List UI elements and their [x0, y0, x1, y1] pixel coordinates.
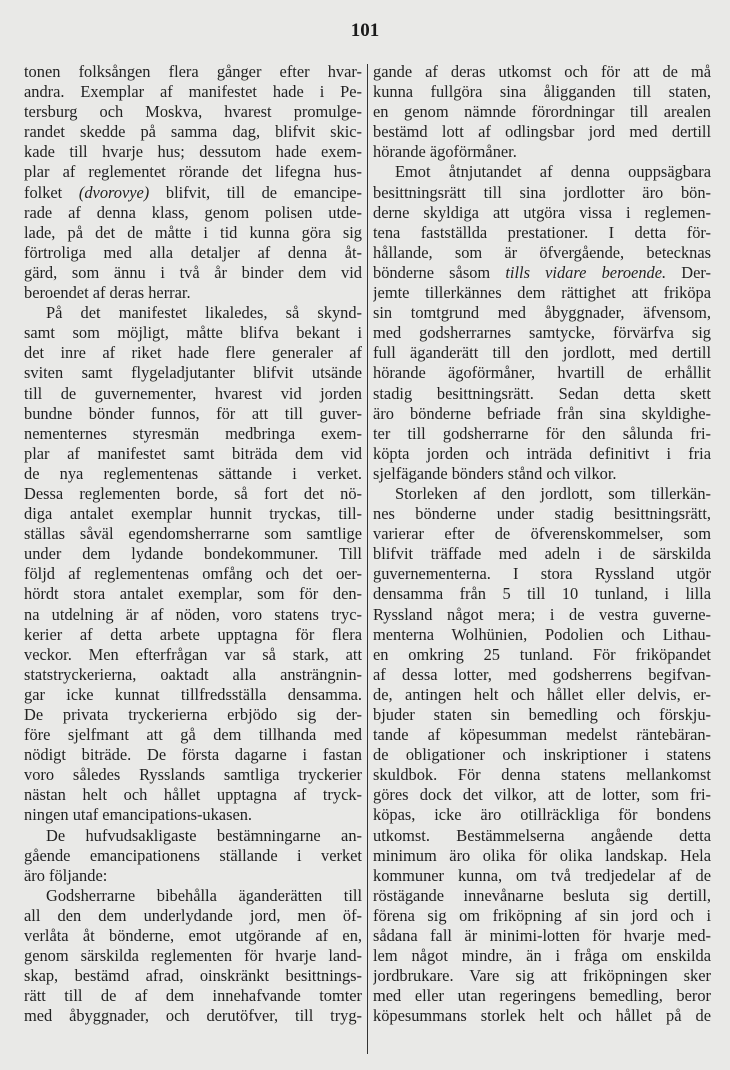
text-line: med eller utan regeringens bemedling, beror	[373, 986, 711, 1006]
text-segment: bönderne såsom	[373, 262, 506, 282]
text-line	[373, 263, 711, 283]
text-segment: blifvit, till de emancipe-	[149, 182, 362, 202]
text-line: hörande ägoförmåner, hvartill de erhållit	[373, 363, 711, 383]
text-line: göres dock det vilkor, att de lotter, som fri-	[373, 785, 711, 805]
text-segment: folket	[24, 182, 79, 202]
text-line: rätt till de af dem innehafvande tomter	[24, 986, 362, 1006]
text-line: sjelfägande bönders stånd och vilkor.	[373, 463, 617, 483]
text-line: beroendet af deras herrar.	[24, 283, 191, 303]
text-line: bestämd lott af odlingsbar jord med dertill	[373, 122, 711, 142]
text-line: besittningsrätt till sina jordlotter äro bön-	[373, 182, 711, 202]
text-line: genom särskilda reglementen för hvarje land-	[24, 946, 362, 966]
text-line: före sjelfmant att gå dem tillhanda med	[24, 725, 362, 745]
text-line: Godsherrarne bibehålla äganderätten till	[46, 885, 362, 905]
text-line: minimum äro olika för olika landskap. Hela	[373, 845, 711, 865]
italic-phrase: tills vidare beroende.	[505, 262, 667, 282]
text-line: de obligationer och inskriptioner i statens	[373, 745, 711, 765]
column-divider	[367, 64, 368, 1054]
text-line: ter till godsherrarne för den sålunda fri-	[373, 423, 711, 443]
text-line: På det manifestet likaledes, så skynd-	[46, 303, 362, 323]
text-line: na utdelning är af nöden, voro statens tryc-	[24, 604, 362, 624]
text-line: under dem lydande bondekommuner. Till	[24, 544, 362, 564]
text-line: kommuner kunna, om två tredjedelar af de	[373, 865, 711, 885]
page-number: 101	[350, 20, 380, 41]
text-line: gande af deras utkomst och för att de må	[373, 62, 711, 81]
text-line: hörande ägoförmåner.	[373, 142, 517, 162]
text-line: skuldbok. För denna statens mellankomst	[373, 765, 711, 785]
text-line: jordbrukare. Vare sig att friköpningen sker	[373, 966, 711, 986]
text-line: förtroliga med alla detaljer af denna åt-	[24, 242, 362, 262]
text-line: randet skedde på samma dag, blifvit skic-	[24, 122, 362, 142]
text-line: rade af denna klass, genom polisen utde-	[24, 202, 362, 222]
text-line: en genom nämnde förordningar till arealen	[373, 102, 711, 122]
text-line: menterna Wolhünien, Podolien och Lithau-	[373, 624, 711, 644]
text-line: derne skyldiga att utgöra vissa i reglemen-	[373, 202, 711, 222]
text-line: nementernes styresmän medbringa exem-	[24, 423, 362, 443]
text-line: plar af manifestet samt biträda dem vid	[24, 443, 362, 463]
text-line: jemte tillerkännes dem rättighet att friköpa	[373, 283, 711, 303]
text-line: med åbyggnader, och derutöfver, till tryg-	[24, 1006, 362, 1026]
text-line: full äganderätt till den jordlott, med dertill	[373, 343, 711, 363]
text-line: Emot åtnjutandet af denna ouppsägbara	[395, 162, 711, 182]
text-line: de nya reglementenas sättande i verket.	[24, 463, 362, 483]
italic-phrase: (dvorovye)	[78, 182, 150, 202]
text-line: sin tomtgrund med åbyggnader, äfvensom,	[373, 303, 711, 323]
text-line: diga antalet exemplar hunnit tryckas, till-	[24, 504, 362, 524]
text-line: skap, bestämd afrad, oinskränkt besittnings-	[24, 966, 362, 986]
text-line: nes bönderne under stadig besittningsrätt,	[373, 504, 711, 524]
text-line: lade, på det de måtte i tid kunna göra sig	[24, 222, 362, 242]
text-line: samt som möjligt, måtte blifva bekant i	[24, 323, 362, 343]
left-text-column	[24, 62, 362, 1027]
text-line: ställas såväl egendomsherrarne som samtlige	[24, 524, 362, 544]
text-line: följd af reglementenas omfång och det oer-	[24, 564, 362, 584]
text-line	[24, 183, 362, 203]
text-line: Ryssland något mera; i de vestra guverne-	[373, 604, 711, 624]
text-line: gående emancipationens ställande i verket	[24, 845, 362, 865]
text-line: plar af reglementet rörande det lifegna hus-	[24, 162, 362, 182]
text-line: veckor. Men efterfrågan var så stark, att	[24, 644, 362, 664]
right-text-column	[373, 62, 711, 1027]
text-line: sådana fall är minimi-lotten för hvarje med-	[373, 926, 711, 946]
text-line: guvernementerna. I stora Ryssland utgör	[373, 564, 711, 584]
text-line: De hufvudsakligaste bestämningarne an-	[46, 825, 362, 845]
text-line: det inre af riket hade flere generaler af	[24, 343, 362, 363]
text-line: voro således Rysslands samtliga tryckerier	[24, 765, 362, 785]
text-line: till de guvernementer, hvarest vid jorden	[24, 383, 362, 403]
text-line: verlåta åt bönderne, emot utgörande af en,	[24, 926, 362, 946]
text-line: tersburg och Moskva, hvarest promulge-	[24, 102, 362, 122]
text-line: äro bönderne befriade från sina skyldighe-	[373, 403, 711, 423]
text-line: hållande, som är öfvergående, betecknas	[373, 242, 711, 262]
text-line: stadig besittningsrätt. Sedan detta skett	[373, 383, 711, 403]
text-line: tande af köpesumman medelst räntebäran-	[373, 725, 711, 745]
text-line: köpta jorden och inträda definitivt i fria	[373, 443, 711, 463]
text-line: röstägande innevånarne besluta sig dertill,	[373, 885, 711, 905]
text-line: utkomst. Bestämmelserna angående detta	[373, 825, 711, 845]
text-line: tena fastställda prestationer. I detta för-	[373, 222, 711, 242]
text-line: tonen folksången flera gånger efter hvar-	[24, 62, 362, 81]
text-line: ningen utaf emancipations-ukasen.	[24, 805, 253, 825]
text-line: bundne bönder funnos, för att till guver-	[24, 403, 362, 423]
text-line: sviten samt flygeladjutanter blifvit utsände	[24, 363, 362, 383]
text-line: köpesummans storlek helt och hållet på de	[373, 1006, 711, 1026]
text-line: nödigt biträde. De första dagarne i fastan	[24, 745, 362, 765]
text-line: Dessa reglementen borde, så fort det nö-	[24, 483, 362, 503]
text-line: bjuder staten sin bemedling och förskju-	[373, 705, 711, 724]
text-line: De privata tryckerierna erbjödo sig der-	[24, 705, 362, 724]
text-line: all den dem underlydande jord, men öf-	[24, 905, 362, 925]
text-line: kerier af detta arbete upptagna för flera	[24, 624, 362, 644]
text-line: en omkring 25 tunland. För friköpandet	[373, 644, 711, 664]
text-line: köpas, icke äro otillräckliga för bondens	[373, 805, 711, 825]
text-line: lem något mindre, än i fråga om enskilda	[373, 946, 711, 966]
text-line: densamma från 5 till 10 tunland, i lilla	[373, 584, 711, 604]
text-line: statstryckerierna, oaktadt alla ansträngnin-	[24, 664, 362, 684]
text-line: förena sig om friköpning af sin jord och i	[373, 905, 711, 925]
text-line: Storleken af den jordlott, som tillerkän-	[395, 483, 711, 503]
text-line: gärd, som ännu i två år binder dem vid	[24, 262, 362, 282]
text-line: de, antingen helt och hållet eller delvis, er-	[373, 684, 711, 704]
text-line: kade till hvarje hus; dessutom hade exem-	[24, 142, 362, 162]
text-line: hördt stora antalet exemplar, som för den-	[24, 584, 362, 604]
text-line: äro följande:	[24, 865, 108, 885]
text-line: varierar efter de öfverenskommelser, som	[373, 524, 711, 544]
text-segment: Der-	[666, 262, 711, 282]
text-line: af dessa lotter, med godsherrens begifvan-	[373, 664, 711, 684]
text-line: andra. Exemplar af manifestet hade i Pe-	[24, 82, 362, 102]
text-line: med godsherrarnes samtycke, förvärfva sig	[373, 323, 711, 343]
text-line: blifvit träffade med adeln i de särskilda	[373, 544, 711, 564]
text-line: kunna fullgöra sina åligganden till staten,	[373, 82, 711, 102]
text-line: gar icke kunnat tillfredsställa densamma.	[24, 684, 362, 704]
text-line: nästan helt och hållet upptagna af tryck-	[24, 785, 362, 805]
